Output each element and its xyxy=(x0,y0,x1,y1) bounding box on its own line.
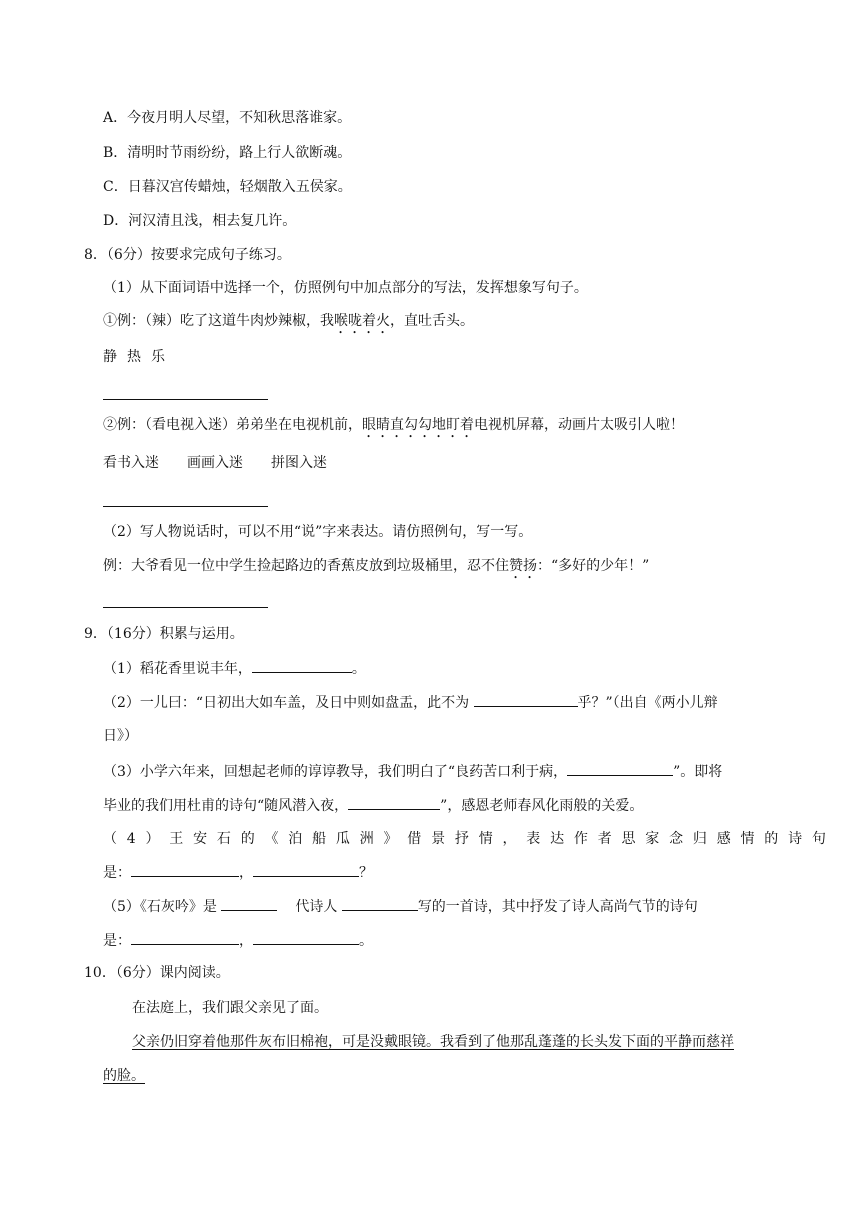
ex1-post: ，直吐舌头。 xyxy=(390,313,474,329)
ex3-dotted: 赞扬 xyxy=(509,558,537,574)
blank-2[interactable] xyxy=(474,692,578,707)
word2-3: 拼图入迷 xyxy=(271,455,327,471)
ex2-post: 电视机屏幕，动画片太吸引人啦！ xyxy=(474,417,684,433)
q8-part1: （1）从下面词语中选择一个，仿照例句中加点部分的写法，发挥想象写句子。 xyxy=(103,280,588,296)
q9-s3 xyxy=(103,761,722,782)
q9-s2-post: 乎？”（出自《两小儿辩 xyxy=(577,695,718,711)
q9-s4-cont xyxy=(103,862,373,883)
q8-example3 xyxy=(103,556,649,582)
answer-line-3[interactable] xyxy=(103,607,268,608)
q9-s5-pre: （5）《石灰吟》是 xyxy=(103,899,222,915)
q9-title: 9．（16分）积累与运用。 xyxy=(84,626,244,642)
blank-10[interactable] xyxy=(253,930,359,945)
q9-s4-end: ？ xyxy=(359,865,373,881)
word-1: 静 xyxy=(103,349,117,365)
ex2-dotted: 眼睛直勾勾地盯着 xyxy=(362,417,474,433)
word2-1: 看书入迷 xyxy=(103,455,159,471)
q10-paragraph-2a: 父亲仍旧穿着他那件灰布旧棉袍，可是没戴眼镜。我看到了他那乱蓬蓬的长头发下面的平静而慈祥 xyxy=(132,1034,734,1050)
option-d: D．河汉清且浅，相去复几许。 xyxy=(103,213,297,229)
q9-s3-cont-pre: 毕业的我们用杜甫的诗句“随风潜入夜， xyxy=(103,798,349,814)
blank-6[interactable] xyxy=(253,862,359,877)
q9-s4: （4）王安石的《泊船瓜洲》借景抒情，表达作者思家念归感情的诗句 xyxy=(103,831,836,847)
word2-2: 画画入迷 xyxy=(187,455,243,471)
q8-words2 xyxy=(103,453,327,473)
q9-s5-post: 写的一首诗，其中抒发了诗人高尚气节的诗句 xyxy=(417,899,698,915)
blank-8[interactable] xyxy=(342,896,418,911)
ex1-dotted: 喉咙着火 xyxy=(334,313,390,329)
q9-s2-cont: 日》） xyxy=(103,728,138,744)
q9-s3-cont xyxy=(103,795,643,816)
q9-s5-cont-pre: 是： xyxy=(103,933,131,949)
ex3-post: ：“多好的少年！” xyxy=(537,558,650,574)
q8-part2: （2）写人物说话时，可以不用“说”字来表达。请仿照例句，写一写。 xyxy=(103,524,533,540)
ex3-pre: 例：大爷看见一位中学生捡起路边的香蕉皮放到垃圾桶里，忍不住 xyxy=(103,558,509,574)
q9-s5-comma: ， xyxy=(239,933,253,949)
blank-1[interactable] xyxy=(252,658,352,673)
q9-s2 xyxy=(103,692,718,713)
blank-9[interactable] xyxy=(131,930,239,945)
blank-5[interactable] xyxy=(131,862,239,877)
blank-4[interactable] xyxy=(348,795,440,810)
q9-s1-post: 。 xyxy=(351,661,366,677)
option-a: A．今夜月明人尽望，不知秋思落谁家。 xyxy=(103,110,352,126)
q9-s3-cont-post: ”，感恩老师春风化雨般的关爱。 xyxy=(440,798,644,814)
q8-words1 xyxy=(103,347,165,367)
ex2-pre: ②例：（看电视入迷）弟弟坐在电视机前， xyxy=(103,417,362,433)
q9-s5-cont xyxy=(103,930,373,951)
q9-s5-end: 。 xyxy=(359,933,373,949)
word-3: 乐 xyxy=(151,349,165,365)
word-2: 热 xyxy=(127,349,141,365)
answer-line-1[interactable] xyxy=(103,399,268,400)
blank-7[interactable] xyxy=(221,896,277,911)
q10-paragraph-1: 在法庭上，我们跟父亲见了面。 xyxy=(132,1000,328,1016)
q10-title: 10．（6分）课内阅读。 xyxy=(84,965,230,981)
q8-title: 8．（6分）按要求完成句子练习。 xyxy=(84,247,291,263)
q8-example2 xyxy=(103,415,684,441)
answer-line-2[interactable] xyxy=(103,506,268,507)
q9-s1-pre: （1）稻花香里说丰年， xyxy=(103,661,252,677)
q9-s5-mid: 代诗人 xyxy=(295,899,342,915)
q9-s5 xyxy=(103,896,698,917)
q9-s3-post: ”。即将 xyxy=(673,764,723,780)
option-c: C．日暮汉宫传蜡烛，轻烟散入五侯家。 xyxy=(103,179,352,195)
ex1-pre: ①例：（辣）吃了这道牛肉炒辣椒，我 xyxy=(103,313,334,329)
q9-s4-cont-pre: 是： xyxy=(103,865,131,881)
q9-s1 xyxy=(103,658,366,679)
q10-paragraph-2b: 的脸。 xyxy=(103,1068,145,1084)
option-b: B．清明时节雨纷纷，路上行人欲断魂。 xyxy=(103,145,352,161)
q8-example1 xyxy=(103,311,474,337)
q9-s4-comma: ， xyxy=(239,865,253,881)
blank-3[interactable] xyxy=(567,761,673,776)
q9-s3-pre: （3）小学六年来，回想起老师的谆谆教导，我们明白了“良药苦口利于病， xyxy=(103,764,568,780)
q9-s2-pre: （2）一儿曰：“日初出大如车盖，及日中则如盘盂，此不为 xyxy=(103,695,474,711)
